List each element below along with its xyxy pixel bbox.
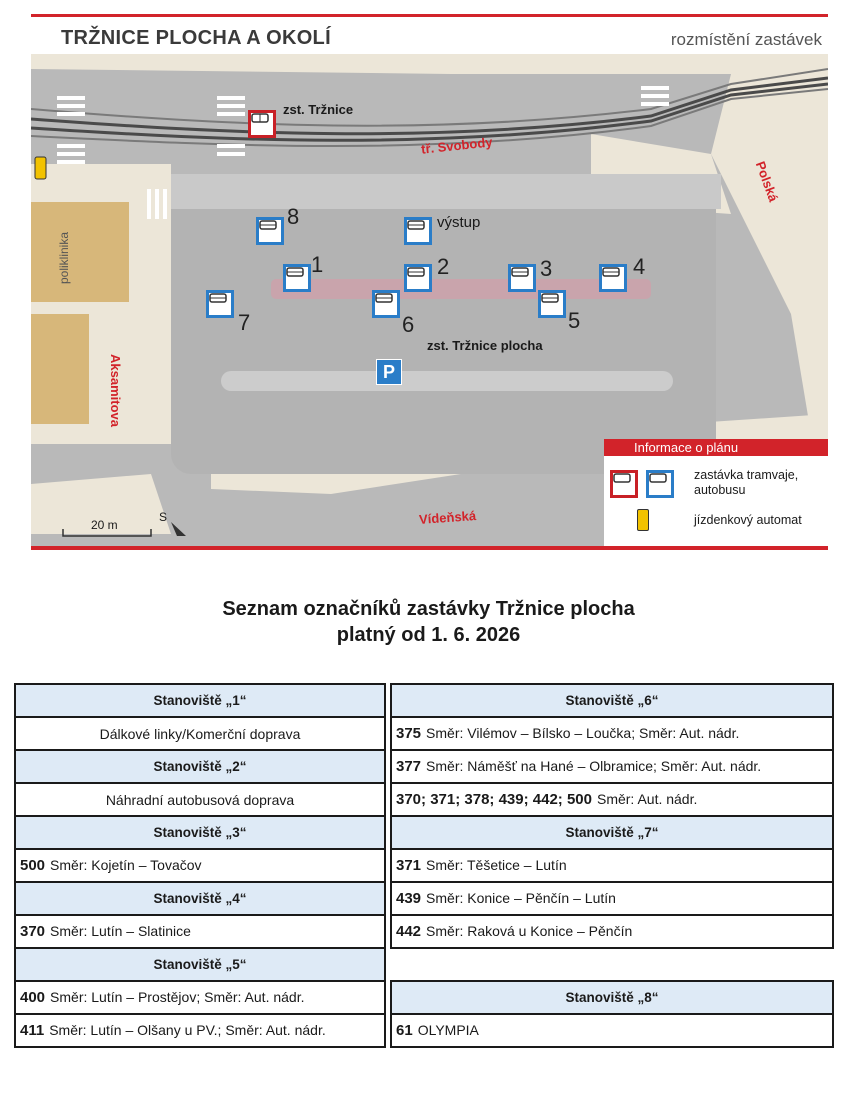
stand-service: Dálkové linky/Komerční doprava bbox=[15, 717, 385, 750]
table-row bbox=[391, 849, 833, 882]
stand-header: Stanoviště „4“ bbox=[15, 882, 385, 915]
line-direction: Směr: Aut. nádr. bbox=[596, 791, 698, 807]
street-svobody: tř. Svobody bbox=[420, 134, 494, 157]
ticket-machine-icon bbox=[637, 509, 649, 531]
bus-stop-3[interactable] bbox=[508, 264, 536, 292]
bus-stop-4[interactable] bbox=[599, 264, 627, 292]
bus-stop-6[interactable] bbox=[372, 290, 400, 318]
table-row bbox=[15, 981, 385, 1014]
stand-header: Stanoviště „7“ bbox=[391, 816, 833, 849]
line-number: 377 bbox=[396, 758, 422, 775]
table-row bbox=[391, 684, 833, 717]
legend-stop-desc-1: zastávka tramvaje, bbox=[694, 468, 799, 482]
stop-number-1: 1 bbox=[311, 252, 324, 277]
line-entry bbox=[391, 849, 833, 882]
legend-stop-desc-2: autobusu bbox=[694, 483, 746, 497]
bus-stop-exit[interactable] bbox=[404, 217, 432, 245]
table-row bbox=[15, 783, 385, 816]
bus-stop-5[interactable] bbox=[538, 290, 566, 318]
street-aksamitova: Aksamitova bbox=[108, 354, 123, 427]
map-legend bbox=[604, 439, 828, 550]
street-polska: Polská bbox=[752, 159, 782, 204]
line-entry bbox=[391, 750, 833, 783]
schedule-title: Seznam označníků zastávky Tržnice plocha bbox=[222, 598, 635, 620]
line-entry bbox=[15, 1014, 385, 1047]
scale-label: 20 m bbox=[91, 518, 118, 532]
table-row bbox=[15, 684, 385, 717]
legend-header: Informace o plánu bbox=[604, 439, 828, 456]
map-title-bar bbox=[31, 14, 828, 54]
table-row bbox=[391, 750, 833, 783]
line-entry bbox=[391, 915, 833, 948]
line-entry bbox=[391, 717, 833, 750]
stop-map bbox=[31, 14, 828, 550]
line-entry bbox=[15, 981, 385, 1014]
schedule-valid-date: platný od 1. 6. 2026 bbox=[336, 624, 521, 646]
line-entry bbox=[391, 882, 833, 915]
line-number: 370; 371; 378; 439; 442; 500 bbox=[396, 791, 592, 808]
right-stands-table bbox=[390, 683, 834, 1048]
line-direction: Směr: Lutín – Prostějov; Směr: Aut. nádr. bbox=[50, 989, 305, 1005]
stand-header: Stanoviště „8“ bbox=[391, 981, 833, 1014]
stand-header: Stanoviště „6“ bbox=[391, 684, 833, 717]
stand-header: Stanoviště „2“ bbox=[15, 750, 385, 783]
table-row bbox=[391, 816, 833, 849]
table-row bbox=[391, 981, 833, 1014]
bus-stop-8[interactable] bbox=[256, 217, 284, 245]
line-number: 375 bbox=[396, 725, 422, 742]
stand-header: Stanoviště „1“ bbox=[15, 684, 385, 717]
line-direction: Směr: Těšetice – Lutín bbox=[426, 857, 567, 873]
table-row bbox=[15, 882, 385, 915]
left-stands-table bbox=[14, 683, 386, 1048]
line-direction: Směr: Náměšť na Hané – Olbramice; Směr: Aut. nádr. bbox=[426, 758, 762, 774]
stop-number-6: 6 bbox=[402, 312, 415, 337]
line-number: 61 bbox=[396, 1022, 413, 1039]
legend-tram-icon bbox=[610, 470, 638, 498]
line-number: 411 bbox=[20, 1022, 45, 1039]
line-entry bbox=[15, 915, 385, 948]
line-direction: OLYMPIA bbox=[417, 1022, 479, 1038]
table-row bbox=[15, 717, 385, 750]
bus-stop-1[interactable] bbox=[283, 264, 311, 292]
line-direction: Směr: Kojetín – Tovačov bbox=[50, 857, 202, 873]
line-direction: Směr: Lutín – Olšany u PV.; Směr: Aut. nádr. bbox=[49, 1022, 326, 1038]
table-row bbox=[15, 816, 385, 849]
stop-number-5: 5 bbox=[568, 308, 581, 333]
bus-stop-2[interactable] bbox=[404, 264, 432, 292]
stand-header: Stanoviště „5“ bbox=[15, 948, 385, 981]
map-subtitle: rozmístění zastávek bbox=[670, 30, 822, 49]
line-direction: Směr: Vilémov – Bílsko – Loučka; Směr: Aut. nádr. bbox=[426, 725, 740, 741]
table-row bbox=[15, 849, 385, 882]
stop-number-3: 3 bbox=[540, 256, 553, 281]
table-row bbox=[391, 882, 833, 915]
line-direction: Směr: Raková u Konice – Pěnčín bbox=[426, 923, 633, 939]
line-entry bbox=[15, 849, 385, 882]
legend-ticket-desc: jízdenkový automat bbox=[694, 513, 802, 527]
spacer-cell bbox=[391, 948, 833, 981]
line-number: 400 bbox=[20, 989, 46, 1006]
map-title: TRŽNICE PLOCHA A OKOLÍ bbox=[61, 27, 331, 49]
line-direction: Směr: Lutín – Slatinice bbox=[50, 923, 191, 939]
main-stop-label: zst. Tržnice plocha bbox=[427, 338, 543, 353]
table-row bbox=[15, 948, 385, 981]
table-row bbox=[391, 915, 833, 948]
stop-number-8: 8 bbox=[287, 204, 300, 229]
legend-bus-icon bbox=[646, 470, 674, 498]
stand-service: Náhradní autobusová doprava bbox=[15, 783, 385, 816]
table-row bbox=[391, 948, 833, 981]
table-row bbox=[391, 717, 833, 750]
table-row bbox=[15, 915, 385, 948]
street-videnska: Vídeňská bbox=[418, 508, 477, 527]
stop-number-2: 2 bbox=[437, 254, 450, 279]
building-label: poliklinika bbox=[57, 231, 71, 284]
line-number: 439 bbox=[396, 890, 422, 907]
tram-stop-icon[interactable] bbox=[248, 110, 276, 138]
bus-stop-7[interactable] bbox=[206, 290, 234, 318]
line-number: 370 bbox=[20, 923, 46, 940]
line-entry bbox=[391, 1014, 833, 1047]
table-row bbox=[15, 750, 385, 783]
table-row bbox=[391, 783, 833, 816]
parking-icon: P bbox=[376, 359, 402, 385]
tram-stop-label: zst. Tržnice bbox=[283, 102, 354, 117]
stop-number-4: 4 bbox=[633, 254, 646, 279]
line-entry bbox=[391, 783, 833, 816]
line-direction: Směr: Konice – Pěnčín – Lutín bbox=[426, 890, 616, 906]
line-number: 500 bbox=[20, 857, 46, 874]
stand-header: Stanoviště „3“ bbox=[15, 816, 385, 849]
map-bottom-bar bbox=[31, 546, 828, 550]
line-number: 371 bbox=[396, 857, 422, 874]
north-label: S bbox=[159, 510, 168, 524]
exit-label: výstup bbox=[437, 214, 481, 231]
table-row bbox=[15, 1014, 385, 1047]
stop-number-7: 7 bbox=[238, 310, 251, 335]
line-number: 442 bbox=[396, 923, 422, 940]
table-row bbox=[391, 1014, 833, 1047]
